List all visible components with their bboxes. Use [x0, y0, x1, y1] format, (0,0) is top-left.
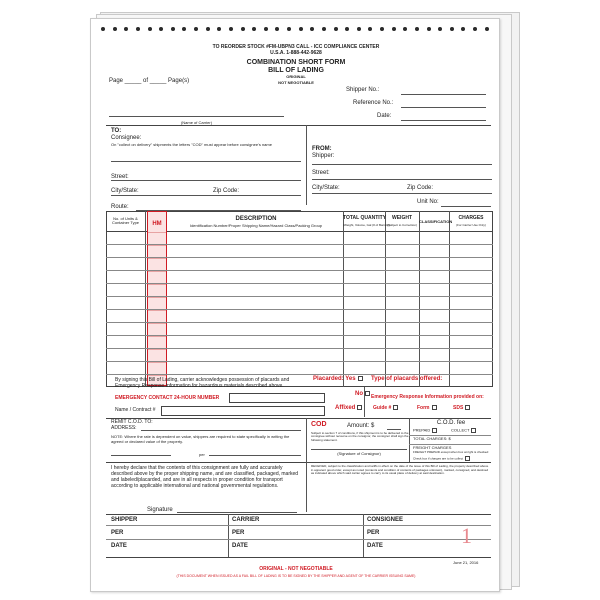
to-street-field[interactable] — [111, 180, 301, 181]
shipper-declaration: I hereby declare that the contents of this consignment are fully and accurately described above by the proper shipping name, and are classified, packaged, marked and labeled/placarded, and are in all respects in proper condition for transport according to applicable international and national governmental regulations. — [111, 465, 299, 489]
to-city-field[interactable] — [111, 195, 301, 196]
charges-subheader: (For Carrier Use Only) — [456, 223, 486, 227]
description-subheader: Identification Number/Proper Shipping Name/Hazard Class/Packing Group — [189, 223, 323, 228]
consignor-signature-field[interactable] — [311, 449, 407, 450]
declaration-signature-field[interactable] — [177, 512, 297, 513]
not-negotiable-label: NOT NEGOTIABLE — [278, 80, 314, 85]
name-contract-field[interactable] — [161, 406, 325, 416]
reorder-note: TO REORDER STOCK #FM-UBPN3 CALL - ICC COMPLIANCE CENTER — [212, 44, 380, 50]
consignor-signature-caption: (Signature of Consignor) — [337, 451, 381, 456]
received-note: RECEIVED, subject to the classification and tariffs in effect on the date of the issue of this Bill of Lading, the property described above in apparent good order, except as noted (contents and condition of contents of packages unknown), marked, consigned, and destined as indicated above which said carrier agrees to carry to its usual place of delivery at said destination. — [311, 464, 489, 476]
eri-title: Emergency Response Information provided on: — [371, 394, 484, 400]
form-title: COMBINATION SHORT FORM — [246, 59, 346, 66]
from-zip-label: Zip Code: — [407, 185, 434, 191]
weight-subheader: (Subject to Correction) — [386, 223, 417, 227]
placarded-yes: Placarded: Yes — [313, 376, 363, 382]
form-checkbox[interactable] — [432, 405, 437, 410]
reference-no-label: Reference No.: — [353, 100, 394, 106]
remit-cod-label: REMIT C.O.D. TO: — [111, 419, 153, 425]
reference-no-field[interactable] — [401, 107, 486, 108]
date-label: Date: — [377, 113, 392, 119]
form-label: Form — [417, 405, 437, 411]
to-zip-label: Zip Code: — [213, 188, 240, 194]
form-title-2: BILL OF LADING — [268, 67, 324, 74]
signature-label: Signature — [147, 507, 173, 513]
to-label: TO: — [111, 128, 122, 134]
collect-checkbox[interactable] — [471, 428, 476, 433]
consignee-field[interactable] — [111, 161, 301, 162]
to-city-state-label: City/State: — [111, 188, 139, 194]
subject-note: Subject to section 7 of conditions, if this shipment is to be delivered to the consignee without recourse on the consignor, the consignor shall sign the following statement. — [311, 431, 409, 442]
collect-label: COLLECT — [451, 428, 476, 433]
classification-header: CLASSIFICATION — [419, 219, 453, 224]
unit-no-field[interactable] — [441, 206, 491, 207]
placarded-no: No — [355, 391, 370, 397]
date-field[interactable] — [401, 120, 486, 121]
cod-fee-label: C.O.D. fee — [436, 420, 466, 426]
per-field[interactable] — [209, 455, 301, 456]
perforation-holes — [101, 27, 489, 33]
shipper-label: Shipper: — [312, 153, 335, 159]
description-header: DESCRIPTION — [235, 216, 277, 222]
sds-checkbox[interactable] — [465, 405, 470, 410]
from-street-label: Street: — [312, 170, 330, 176]
charges-header: CHARGES — [458, 215, 484, 221]
address-label: ADDRESS: — [111, 425, 137, 431]
shipper-no-label: Shipper No.: — [346, 87, 380, 93]
cod-address-field[interactable] — [141, 430, 301, 431]
carrier-name-field[interactable] — [109, 116, 284, 117]
page-count-label: Page _____ of _____ Page(s) — [109, 78, 190, 84]
weight-header: WEIGHT — [392, 215, 412, 221]
total-charges-label: TOTAL CHARGES: $ — [413, 436, 451, 441]
bill-of-lading-form — [90, 18, 500, 592]
declared-value-field[interactable] — [111, 455, 171, 456]
placard-agreement: By signing this Bill of Lading, carrier acknowledges possession of placards and Emergency Response Information for hazardous materials described above. — [115, 377, 290, 389]
sds-label: SDS — [453, 405, 470, 411]
amount-label: Amount: $ — [347, 423, 375, 429]
per-label: per — [199, 452, 205, 457]
hm-header: HM — [152, 221, 162, 227]
affixed-checkbox[interactable] — [357, 405, 362, 410]
shipper-no-field[interactable] — [401, 94, 486, 95]
collect-box-note: Check box if charges are to be collect — [413, 456, 470, 461]
to-street-label: Street: — [111, 174, 129, 180]
name-contract-label: Name / Contract # — [115, 407, 156, 413]
revision-date: June 21, 2016 — [453, 560, 479, 565]
placarded-yes-checkbox[interactable] — [358, 376, 363, 381]
footer-original: ORIGINAL - NOT NEGOTIABLE — [259, 566, 333, 572]
shipper-date-label: DATE — [111, 543, 127, 549]
route-label: Route: — [111, 204, 129, 210]
amount-field[interactable] — [387, 429, 401, 430]
placarded-no-checkbox[interactable] — [365, 391, 370, 396]
copy-number: 1 — [461, 523, 472, 548]
units-header: No. of Units & Container Type — [111, 216, 140, 226]
carrier-sign-label: CARRIER — [232, 517, 260, 523]
freight-charges-label: FREIGHT CHARGES — [413, 445, 452, 450]
prepaid-checkbox[interactable] — [432, 428, 437, 433]
freight-collect-checkbox[interactable] — [465, 456, 470, 461]
quantity-header: TOTAL QUANTITY — [343, 215, 387, 221]
footer-note: (THIS DOCUMENT WHEN ISSUED AS A FAIL BILL OF LADING IS TO BE SIGNED BY THE SHIPPER AND AGENT OF THE CARRIER ISSUING SAME) — [176, 574, 416, 578]
placarded-affixed: Affixed — [335, 405, 362, 411]
guide-checkbox[interactable] — [393, 405, 398, 410]
shipper-per-label: PER — [111, 530, 124, 536]
prepaid-label: PREPAID — [413, 428, 437, 433]
consignee-label: Consignee: — [111, 135, 142, 141]
consignee-sign-label: CONSIGNEE — [367, 517, 404, 523]
consignee-per-label: PER — [367, 530, 380, 536]
from-city-state-label: City/State: — [312, 185, 340, 191]
carrier-name-caption: (Name of Carrier) — [180, 120, 213, 125]
emergency-contact-label: EMERGENCY CONTACT 24-HOUR NUMBER — [115, 395, 220, 401]
carrier-per-label: PER — [232, 530, 245, 536]
hm-column — [147, 211, 167, 386]
guide-label: Guide # — [373, 405, 398, 411]
consignee-date-label: DATE — [367, 543, 383, 549]
from-street-field[interactable] — [312, 179, 492, 180]
freight-prepaid-note: FREIGHT PREPAID except when box at right is checked — [413, 450, 489, 454]
shipper-sign-label: SHIPPER — [111, 517, 138, 523]
original-label: ORIGINAL — [286, 74, 306, 79]
cod-note: On "collect on delivery" shipments the letters "COD" must appear before consignee's name — [111, 142, 272, 147]
shipper-field[interactable] — [312, 164, 492, 165]
from-city-field[interactable] — [312, 193, 492, 194]
unit-no-label: Unit No: — [417, 199, 439, 205]
types-offered-label: Type of placards offered: — [371, 376, 443, 382]
quantity-subheader: (Weight, Volume, Gal (# of Barrels)) — [343, 223, 391, 227]
emergency-number-field[interactable] — [229, 393, 325, 403]
carrier-date-label: DATE — [232, 543, 248, 549]
cod-label: COD — [311, 421, 327, 428]
phone-number: U.S.A. 1-888-442-9628 — [270, 50, 322, 56]
from-label: FROM: — [312, 146, 332, 152]
declared-value-note: NOTE: Where the rate is dependent on value, shippers are required to state specifically in writing the agreed or declared value of the property. — [111, 434, 290, 444]
